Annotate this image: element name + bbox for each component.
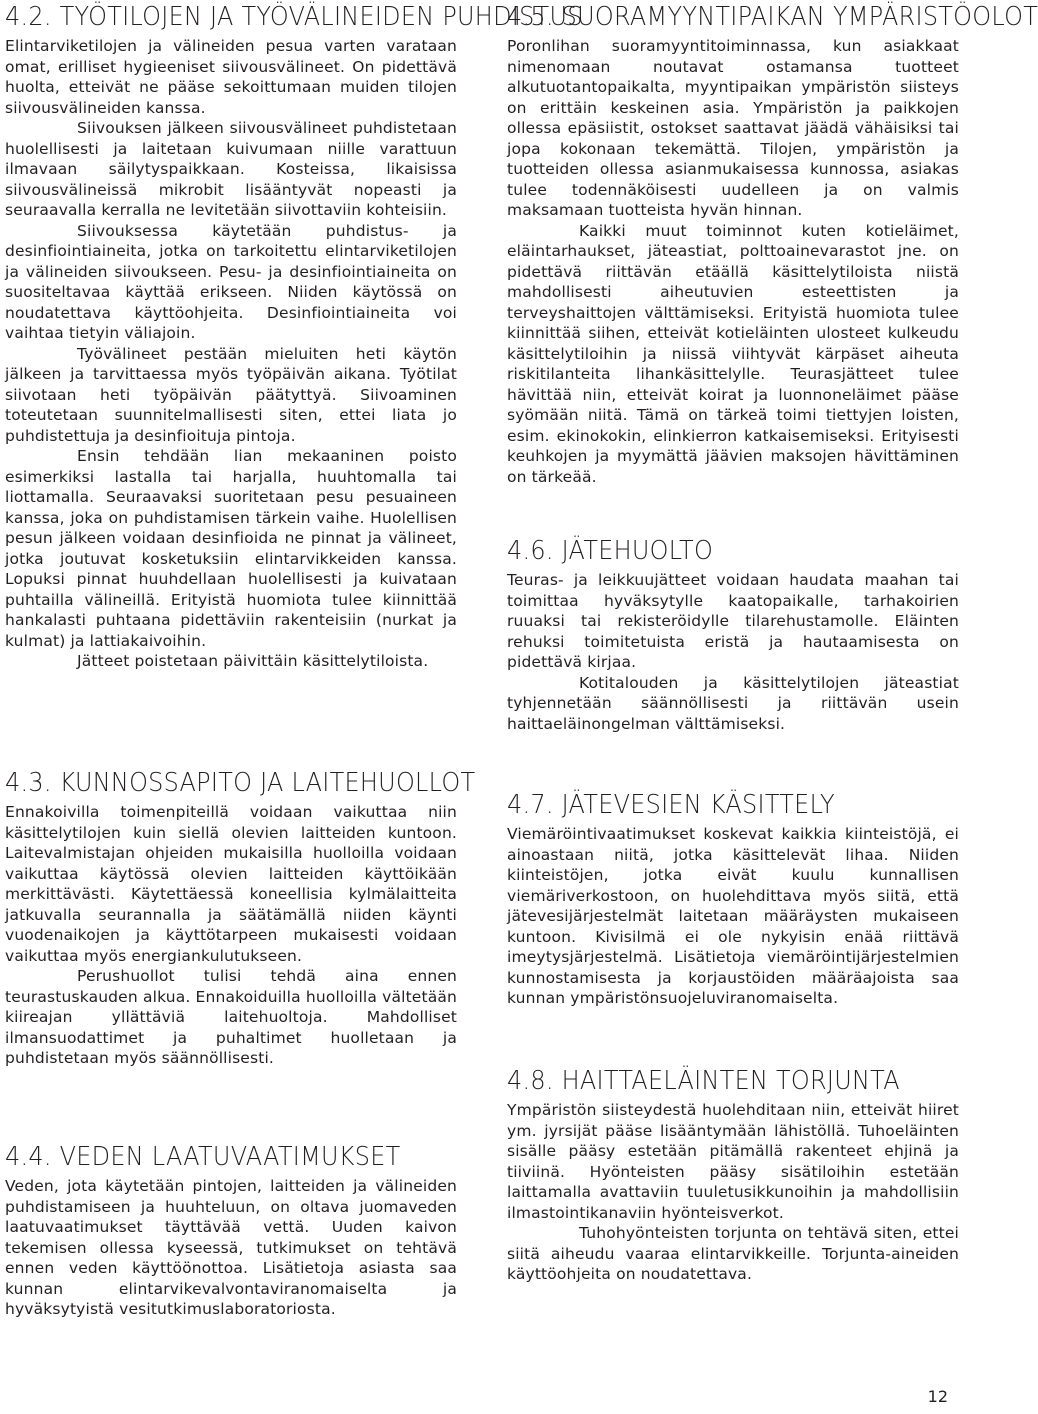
paragraph: Teuras- ja leikkuujätteet voidaan haudata maahan tai toimittaa hyväksytylle kaatopaikalle, tarhakoirien ruuaksi tai rekisteröidylle tilarehustamolle. Eläinten rehuksi toimitetuista eristä ja hautaamisesta on pidettävä kirjaa. xyxy=(507,571,959,671)
paragraph: Perushuollot tulisi tehdä aina ennen teurastuskauden alkua. Ennakoiduilla huolloilla vältetään kiireajan yllättäviä laitehuoltoja. Mahdolliset ilmansuodattimet ja puhaltimet huolletaan ja puhdistetaan myös säännöllisesti. xyxy=(5,967,457,1067)
section-4-6 xyxy=(507,536,959,734)
section-heading: 4.7. JÄTEVESIEN KÄSITTELY xyxy=(507,790,835,820)
paragraph: Poronlihan suoramyyntitoiminnassa, kun asiakkaat nimenomaan noutavat ostamansa tuotteet alkutuotantopaikalta, myyntipaikan ympäristön siisteys on erittäin keskeinen asia. Ympäristön ja paikkojen ollessa epäsiistit, ostokset saattavat jäädä vähäisiksi tai jopa kokonaan tekemättä. Tilojen, ympäristön ja tuotteiden ollessa asianmukaisessa kunnossa, asiakas tulee todennäköisesti uudelleen ja on valmis maksamaan tuotteista hyvän hinnan. xyxy=(507,37,959,219)
section-heading: 4.8. HAITTAELÄINTEN TORJUNTA xyxy=(507,1066,900,1096)
section-heading: 4.4. VEDEN LAATUVAATIMUKSET xyxy=(5,1142,401,1172)
section-heading: 4.6. JÄTEHUOLTO xyxy=(507,536,714,566)
paragraph: Siivouksessa käytetään puhdistus- ja desinfiointiaineita, jotka on tarkoitettu elintarviketilojen ja välineiden siivoukseen. Pesu- ja desinfiointiaineita on suositeltavaa käyttää erikseen. Niiden käytössä on noudatettava käyttöohjeita. Desinfiointiaineita voi vaihtaa tietyin väliajoin. xyxy=(5,221,457,342)
paragraph: Kaikki muut toiminnot kuten kotieläimet, eläintarhaukset, jäteastiat, polttoainevarastot jne. on pidettävä riittävän etäällä käsittelytiloista niistä mahdollisesti aiheutuvien esteettisten ja terveyshaittojen välttämiseksi. Erityistä huomiota tulee kiinnittää siihen, etteivät kotieläinten ulosteet kulkeudu käsittelytiloihin ja niissä viihtyvät kärpäset aiheuta riskitilanteita lihankäsittelylle. Teurasjätteet tulee hävittää niin, etteivät koirat ja luonnoneläimet pääse syömään niitä. Tämä on tärkeä toimi tiettyjen loisten, esim. ekinokokin, elinkierron katkaisemiseksi. Erityisesti keuhkojen ja myymättä jäävien maksojen hävittäminen on tärkeää. xyxy=(507,221,959,486)
paragraph: Ympäristön siisteydestä huolehditaan niin, etteivät hiiret ym. jyrsijät pääse lisääntymään lähistöllä. Tuhoeläinten sisälle pääsy estetään pitämällä rakenteet ehjinä ja tiiviinä. Hyönteisten pääsy sisätiloihin estetään laittamalla avattaviin tuuletusikkunoihin ja mahdollisiin ilmastointikanaviin hyönteisverkot. xyxy=(507,1101,959,1222)
paragraph: Elintarviketilojen ja välineiden pesua varten varataan omat, erilliset hygieeniset siivousvälineet. On pidettävä huolta, etteivät ne pääse sekoittumaan muiden tilojen siivousvälineiden kanssa. xyxy=(5,37,457,117)
page-number: 12 xyxy=(927,1387,948,1406)
paragraph: Kotitalouden ja käsittelytilojen jäteastiat tyhjennetään säännöllisesti ja riittävän usein haittaeläinongelman välttämiseksi. xyxy=(507,673,959,733)
paragraph: Työvälineet pestään mieluiten heti käytön jälkeen ja tarvittaessa myös työpäivän aikana. Työtilat siivotaan heti työpäivän päätyttyä. Siivoaminen toteutetaan suunnitelmallisesti siten, ettei liata jo puhdistettuja ja desinfioituja pintoja. xyxy=(5,344,457,445)
paragraph: Ennakoivilla toimenpiteillä voidaan vaikuttaa niin käsittelytilojen kuin siellä olevien laitteiden kuntoon. Laitevalmistajan ohjeiden mukaisilla huolloilla voidaan vaikuttaa käytössä olevien laitteiden käyttöikään merkittävästi. Käytettäessä koneellisia kylmälaitteita jatkuvalla seurannalla ja säätämällä niiden käynti vuodenaikojen ja käyttötarpeen mukaisesti voidaan vaikuttaa myös energiankulutukseen. xyxy=(5,803,457,965)
section-4-5 xyxy=(507,2,1038,487)
paragraph: Ensin tehdään lian mekaaninen poisto esimerkiksi lastalla tai harjalla, huuhtomalla tai liottamalla. Seuraavaksi suoritetaan pesu pesuaineen kanssa, joka on puhdistamisen tärkein vaihe. Huolellisen pesun jälkeen voidaan desinfioida ne pinnat ja välineet, jotka joutuvat kosketuksiin elintarvikkeiden kanssa. Lopuksi pinnat huuhdellaan huolellisesti ja kuivataan puhtailla välineillä. Erityistä huomiota tulee kiinnittää hankalasti puhtaana pidettäviin rakenteisiin (nurkat ja kulmat) ja lattiakaivoihin. xyxy=(5,447,457,650)
section-4-2 xyxy=(5,2,583,672)
section-heading: 4.3. KUNNOSSAPITO JA LAITEHUOLLOT xyxy=(5,768,476,798)
section-4-8 xyxy=(507,1066,959,1285)
section-heading: 4.2. TYÖTILOJEN JA TYÖVÄLINEIDEN PUHDISTUS xyxy=(5,2,583,32)
paragraph: Veden, jota käytetään pintojen, laitteiden ja välineiden puhdistamiseen ja huuhteluun, on oltava juomaveden laatuvaatimukset täyttävää vettä. Uuden kaivon tekemisen ollessa kyseessä, tutkimukset on tehtävä ennen veden käyttöönottoa. Lisätietoja asiasta saa kunnan elintarvikevalvontaviranomaiselta ja hyväksytyistä vesitutkimuslaboratoriosta. xyxy=(5,1177,457,1318)
paragraph: Siivouksen jälkeen siivousvälineet puhdistetaan huolellisesti ja laitetaan kuivumaan niille varattuun ilmavaan säilytyspaikkaan. Kosteissa, likaisissa siivousvälineissä mikrobit lisääntyvät nopeasti ja seuraavalla kerralla ne levitetään siivottaviin kohteisiin. xyxy=(5,119,457,219)
section-heading: 4.5. SUORAMYYNTIPAIKAN YMPÄRISTÖOLOT xyxy=(507,2,1038,32)
paragraph: Tuhohyönteisten torjunta on tehtävä siten, ettei siitä aiheudu vaaraa elintarvikkeille. Torjunta-aineiden käyttöohjeita on noudatettava. xyxy=(507,1224,959,1283)
paragraph: Viemäröintivaatimukset koskevat kaikkia kiinteistöjä, ei ainoastaan niitä, jotka käsittelevät lihaa. Niiden kiinteistöjen, jotka eivät kuulu kunnallisen viemäriverkostoon, on huolehdittava myös siitä, että jätevesijärjestelmät laitetaan määräysten mukaiseen kuntoon. Kivisilmä ei ole nykyisin enää riittävä imeytysjärjestelmä. Lisätietoja viemäröintijärjestelmien kunnostamisesta ja korjaustöiden määräajoista saa kunnan ympäristönsuojeluviranomaiselta. xyxy=(507,825,959,1007)
section-4-4 xyxy=(5,1142,457,1320)
section-4-3 xyxy=(5,768,476,1069)
paragraph: Jätteet poistetaan päivittäin käsittelytiloista. xyxy=(77,652,429,670)
section-4-7 xyxy=(507,790,959,1009)
